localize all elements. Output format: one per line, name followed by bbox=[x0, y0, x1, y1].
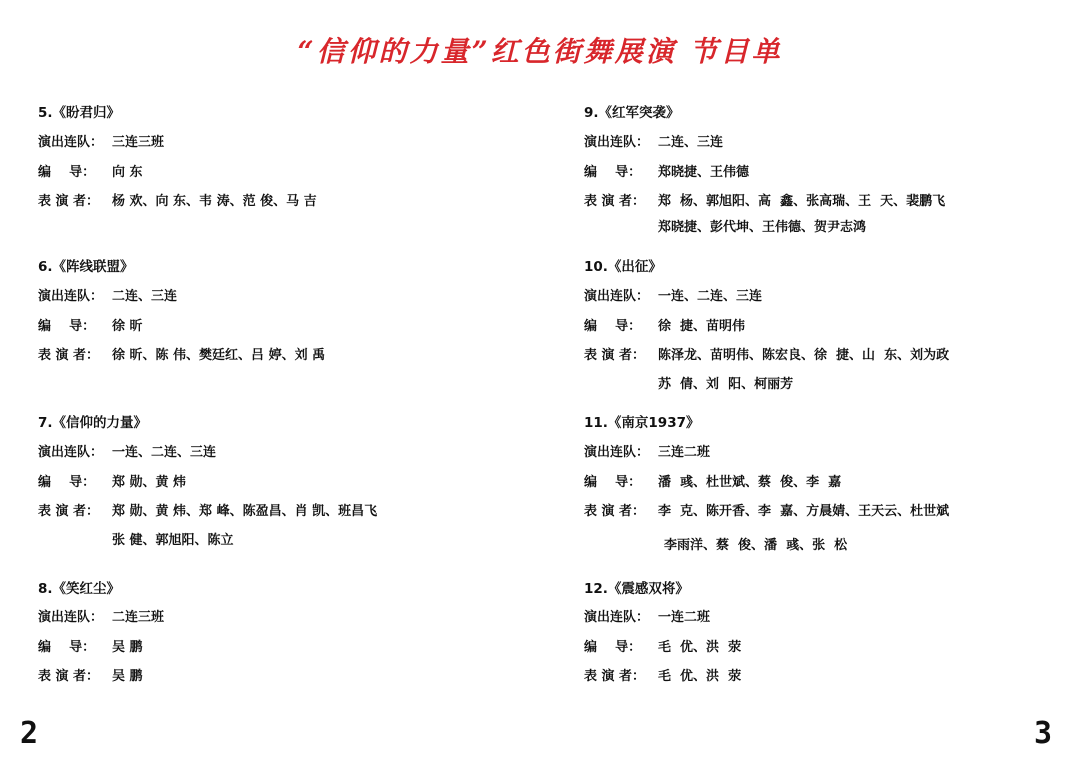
performer-label: 表 演 者： bbox=[38, 669, 100, 684]
unit-value: 一连、二连、三连 bbox=[112, 445, 217, 460]
performers-value: 吴 鹏 bbox=[112, 669, 143, 684]
director-label: 编 导： bbox=[38, 165, 96, 180]
unit-label: 演出连队： bbox=[584, 135, 650, 150]
performer-label: 表 演 者： bbox=[38, 504, 100, 519]
performer-label: 表 演 者： bbox=[584, 194, 646, 209]
director-value: 向 东 bbox=[112, 165, 143, 180]
program-title: 6.《阵线联盟》 bbox=[38, 259, 134, 275]
program-title: 8.《笑红尘》 bbox=[38, 581, 121, 597]
performers-value: 杨 欢、向 东、韦 涛、范 俊、马 吉 bbox=[112, 194, 317, 209]
program-title: 7.《信仰的力量》 bbox=[38, 415, 148, 431]
director-label: 编 导： bbox=[584, 640, 642, 655]
performer-label: 表 演 者： bbox=[584, 504, 646, 519]
performers-value-continued: 郑晓捷、彭代坤、王伟德、贺尹志鸿 bbox=[658, 220, 867, 235]
performers-value-continued: 苏 倩、刘 阳、柯丽芳 bbox=[658, 377, 794, 392]
unit-label: 演出连队： bbox=[38, 135, 104, 150]
program-title: 11.《南京1937》 bbox=[584, 415, 700, 431]
director-label: 编 导： bbox=[584, 165, 642, 180]
unit-label: 演出连队： bbox=[584, 445, 650, 460]
page-number-left: 2 bbox=[20, 716, 39, 751]
program-title: 9.《红军突袭》 bbox=[584, 105, 680, 121]
director-label: 编 导： bbox=[584, 319, 642, 334]
page-title: “信仰的力量”红色街舞展演 节目单 bbox=[297, 35, 783, 68]
performers-value: 郑 杨、郭旭阳、高 鑫、张高瑞、王 天、裴鹏飞 bbox=[658, 194, 946, 209]
performer-label: 表 演 者： bbox=[38, 194, 100, 209]
director-value: 毛 优、洪 荥 bbox=[658, 640, 742, 655]
unit-label: 演出连队： bbox=[584, 610, 650, 625]
unit-label: 演出连队： bbox=[38, 289, 104, 304]
performers-value-continued: 张 健、郭旭阳、陈立 bbox=[112, 533, 234, 548]
director-value: 郑晓捷、王伟德 bbox=[658, 165, 750, 180]
performers-value: 李 克、陈开香、李 嘉、方晨婧、王天云、杜世斌 bbox=[658, 504, 950, 519]
director-value: 徐 昕 bbox=[112, 319, 143, 334]
unit-value: 一连二班 bbox=[658, 610, 711, 625]
director-value: 吴 鹏 bbox=[112, 640, 143, 655]
director-label: 编 导： bbox=[38, 475, 96, 490]
unit-value: 二连、三连 bbox=[658, 135, 724, 150]
performer-label: 表 演 者： bbox=[584, 348, 646, 363]
director-label: 编 导： bbox=[38, 640, 96, 655]
director-label: 编 导： bbox=[38, 319, 96, 334]
unit-value: 二连、三连 bbox=[112, 289, 178, 304]
program-title: 5.《盼君归》 bbox=[38, 105, 121, 121]
director-value: 潘 彧、杜世斌、蔡 俊、李 嘉 bbox=[658, 475, 842, 490]
unit-value: 三连二班 bbox=[658, 445, 711, 460]
program-title: 10.《出征》 bbox=[584, 259, 662, 275]
performers-value: 陈泽龙、苗明伟、陈宏良、徐 捷、山 东、刘为政 bbox=[658, 348, 950, 363]
unit-value: 一连、二连、三连 bbox=[658, 289, 763, 304]
director-label: 编 导： bbox=[584, 475, 642, 490]
director-value: 徐 捷、苗明伟 bbox=[658, 319, 746, 334]
unit-label: 演出连队： bbox=[38, 610, 104, 625]
performer-label: 表 演 者： bbox=[38, 348, 100, 363]
unit-label: 演出连队： bbox=[38, 445, 104, 460]
unit-label: 演出连队： bbox=[584, 289, 650, 304]
program-title: 12.《震感双将》 bbox=[584, 581, 689, 597]
performers-value-continued: 李雨洋、蔡 俊、潘 彧、张 松 bbox=[664, 538, 848, 553]
performers-value: 毛 优、洪 荥 bbox=[658, 669, 742, 684]
performers-value: 郑 勋、黄 炜、郑 峰、陈盈昌、肖 凯、班昌飞 bbox=[112, 504, 378, 519]
unit-value: 三连三班 bbox=[112, 135, 165, 150]
performers-value: 徐 昕、陈 伟、樊廷红、吕 婷、刘 禹 bbox=[112, 348, 326, 363]
performer-label: 表 演 者： bbox=[584, 669, 646, 684]
page-number-right: 3 bbox=[1034, 716, 1053, 751]
director-value: 郑 勋、黄 炜 bbox=[112, 475, 187, 490]
unit-value: 二连三班 bbox=[112, 610, 165, 625]
